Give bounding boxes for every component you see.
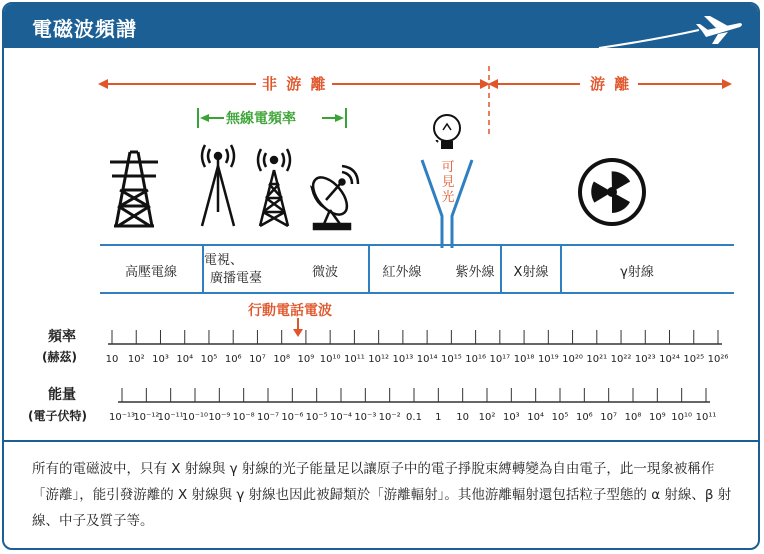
band-power-lines: 高壓電線 bbox=[124, 264, 177, 280]
energy-tick-label: 10³ bbox=[502, 412, 520, 423]
frequency-scale bbox=[4, 326, 760, 370]
satellite-dish-icon bbox=[307, 166, 358, 229]
frequency-tick-label: 10 bbox=[105, 354, 119, 365]
band-top-line bbox=[100, 244, 734, 246]
energy-tick-label: 10⁻⁵ bbox=[305, 412, 328, 423]
energy-axis-unit: (電子伏特) bbox=[28, 409, 87, 423]
frequency-tick-label: 10³ bbox=[152, 354, 169, 365]
radio-frequency-label: 無線電頻率 bbox=[226, 111, 296, 127]
energy-tick-label: 10⁻⁸ bbox=[232, 412, 255, 423]
frequency-axis-title: 頻率 bbox=[48, 329, 76, 345]
energy-tick-label: 10⁻¹³ bbox=[108, 412, 136, 423]
energy-tick-label: 10⁻¹¹ bbox=[157, 412, 184, 423]
frequency-tick-label: 10²⁵ bbox=[683, 354, 705, 365]
frequency-tick-label: 10⁴ bbox=[176, 354, 194, 365]
energy-tick-label: 10⁻¹⁰ bbox=[181, 412, 209, 423]
bulb-icon bbox=[434, 115, 460, 149]
energy-tick-label: 10⁵ bbox=[551, 412, 569, 423]
radio-arrowhead-right bbox=[335, 114, 344, 122]
header-bar bbox=[4, 4, 758, 48]
band-x-ray: X射線 bbox=[513, 264, 549, 280]
energy-tick-label: 10⁻¹² bbox=[133, 412, 160, 423]
ionization-arrows bbox=[4, 64, 760, 134]
frequency-tick-label: 10¹⁵ bbox=[440, 354, 462, 365]
frequency-tick-label: 10⁷ bbox=[249, 354, 266, 365]
funnel-left bbox=[422, 160, 442, 248]
frequency-tick-label: 10¹⁰ bbox=[319, 354, 341, 365]
energy-axis-title: 能量 bbox=[48, 387, 76, 403]
energy-tick-label: 10⁸ bbox=[624, 412, 642, 423]
visible-light-label: 可見光 bbox=[441, 160, 455, 205]
energy-tick-label: 10⁹ bbox=[648, 412, 666, 423]
energy-tick-label: 10⁷ bbox=[600, 412, 618, 423]
frequency-tick-label: 10²⁴ bbox=[659, 354, 680, 365]
frequency-tick-label: 10² bbox=[127, 354, 145, 365]
frequency-axis-unit: (赫茲) bbox=[42, 350, 77, 364]
energy-scale bbox=[4, 384, 760, 428]
energy-tick-label: 10⁶ bbox=[575, 412, 593, 423]
page-title: 電磁波頻譜 bbox=[32, 17, 137, 41]
energy-tick-label: 10⁴ bbox=[527, 412, 545, 423]
footnote-text: 所有的電磁波中，只有 X 射線與 γ 射線的光子能量足以讓原子中的電子掙脫束縛轉變為自由電子，此一現象被稱作「游離」，能引發游離的 X 射線與 γ 射線也因此被歸類於「游離輻射」。其他游離輻射還包括粒子型態的 α 射線、β 射線、中子及質子等。 bbox=[32, 461, 732, 529]
band-microwave: 微波 bbox=[311, 264, 338, 280]
band-tv-line1: 電視、 bbox=[204, 253, 244, 268]
band-tv-radio bbox=[204, 248, 268, 292]
frequency-tick-label: 10⁹ bbox=[297, 354, 315, 365]
non-ionizing-label: 非 游 離 bbox=[262, 75, 328, 93]
energy-tick-label: 10² bbox=[478, 412, 496, 423]
frequency-tick-label: 10⁵ bbox=[200, 354, 218, 365]
energy-tick-label: 10⁻² bbox=[378, 412, 401, 423]
non-ionizing-arrowhead-left bbox=[98, 79, 108, 89]
frequency-tick-label: 10¹⁸ bbox=[513, 354, 535, 365]
frequency-tick-label: 10²⁰ bbox=[562, 354, 583, 365]
band-tv-line2: 廣播電臺 bbox=[209, 271, 262, 286]
energy-tick-label: 10 bbox=[456, 412, 470, 423]
ionizing-arrowhead-right bbox=[722, 79, 732, 89]
band-bottom-line bbox=[100, 292, 734, 294]
energy-tick-label: 10⁻⁴ bbox=[329, 412, 353, 423]
frequency-tick-label: 10¹¹ bbox=[344, 354, 365, 365]
frequency-tick-label: 10¹³ bbox=[392, 354, 414, 365]
band-gamma-ray: γ射線 bbox=[620, 264, 654, 280]
note-separator bbox=[4, 440, 758, 442]
radio-arrowhead-left bbox=[200, 114, 209, 122]
broadcast-tower-icon bbox=[258, 149, 290, 226]
radiation-icon bbox=[578, 158, 646, 226]
frequency-tick-label: 10¹² bbox=[368, 354, 390, 365]
frequency-tick-label: 10²² bbox=[610, 354, 632, 365]
mobile-wave-label: 行動電話電波 bbox=[248, 303, 332, 319]
frequency-tick-label: 10²³ bbox=[634, 354, 656, 365]
band-ultraviolet: 紫外線 bbox=[455, 264, 495, 280]
frequency-tick-label: 10⁶ bbox=[224, 354, 242, 365]
energy-tick-label: 10¹⁰ bbox=[671, 412, 693, 423]
frequency-tick-label: 10²⁶ bbox=[707, 354, 729, 365]
ionizing-label: 游 離 bbox=[590, 75, 632, 93]
frequency-tick-label: 10⁸ bbox=[273, 354, 291, 365]
power-tower-icon bbox=[110, 152, 158, 226]
diagram-frame bbox=[2, 2, 760, 550]
energy-tick-label: 10⁻³ bbox=[354, 412, 377, 423]
energy-tick-label: 10¹¹ bbox=[695, 412, 717, 423]
energy-tick-label: 10⁻⁹ bbox=[208, 412, 231, 423]
energy-tick-label: 10⁻⁷ bbox=[256, 412, 280, 423]
energy-tick-label: 10⁻⁶ bbox=[281, 412, 304, 423]
frequency-tick-label: 10¹⁹ bbox=[537, 354, 559, 365]
energy-tick-label: 1 bbox=[435, 412, 442, 423]
frequency-tick-label: 10¹⁴ bbox=[416, 354, 438, 365]
antenna-icon bbox=[202, 145, 234, 226]
airplane-icon bbox=[594, 10, 744, 50]
band-infrared: 紅外線 bbox=[382, 264, 422, 280]
frequency-tick-label: 10¹⁶ bbox=[465, 354, 486, 365]
frequency-tick-label: 10¹⁷ bbox=[489, 354, 511, 365]
energy-tick-label: 0.1 bbox=[406, 412, 422, 423]
frequency-tick-label: 10²¹ bbox=[586, 354, 608, 365]
